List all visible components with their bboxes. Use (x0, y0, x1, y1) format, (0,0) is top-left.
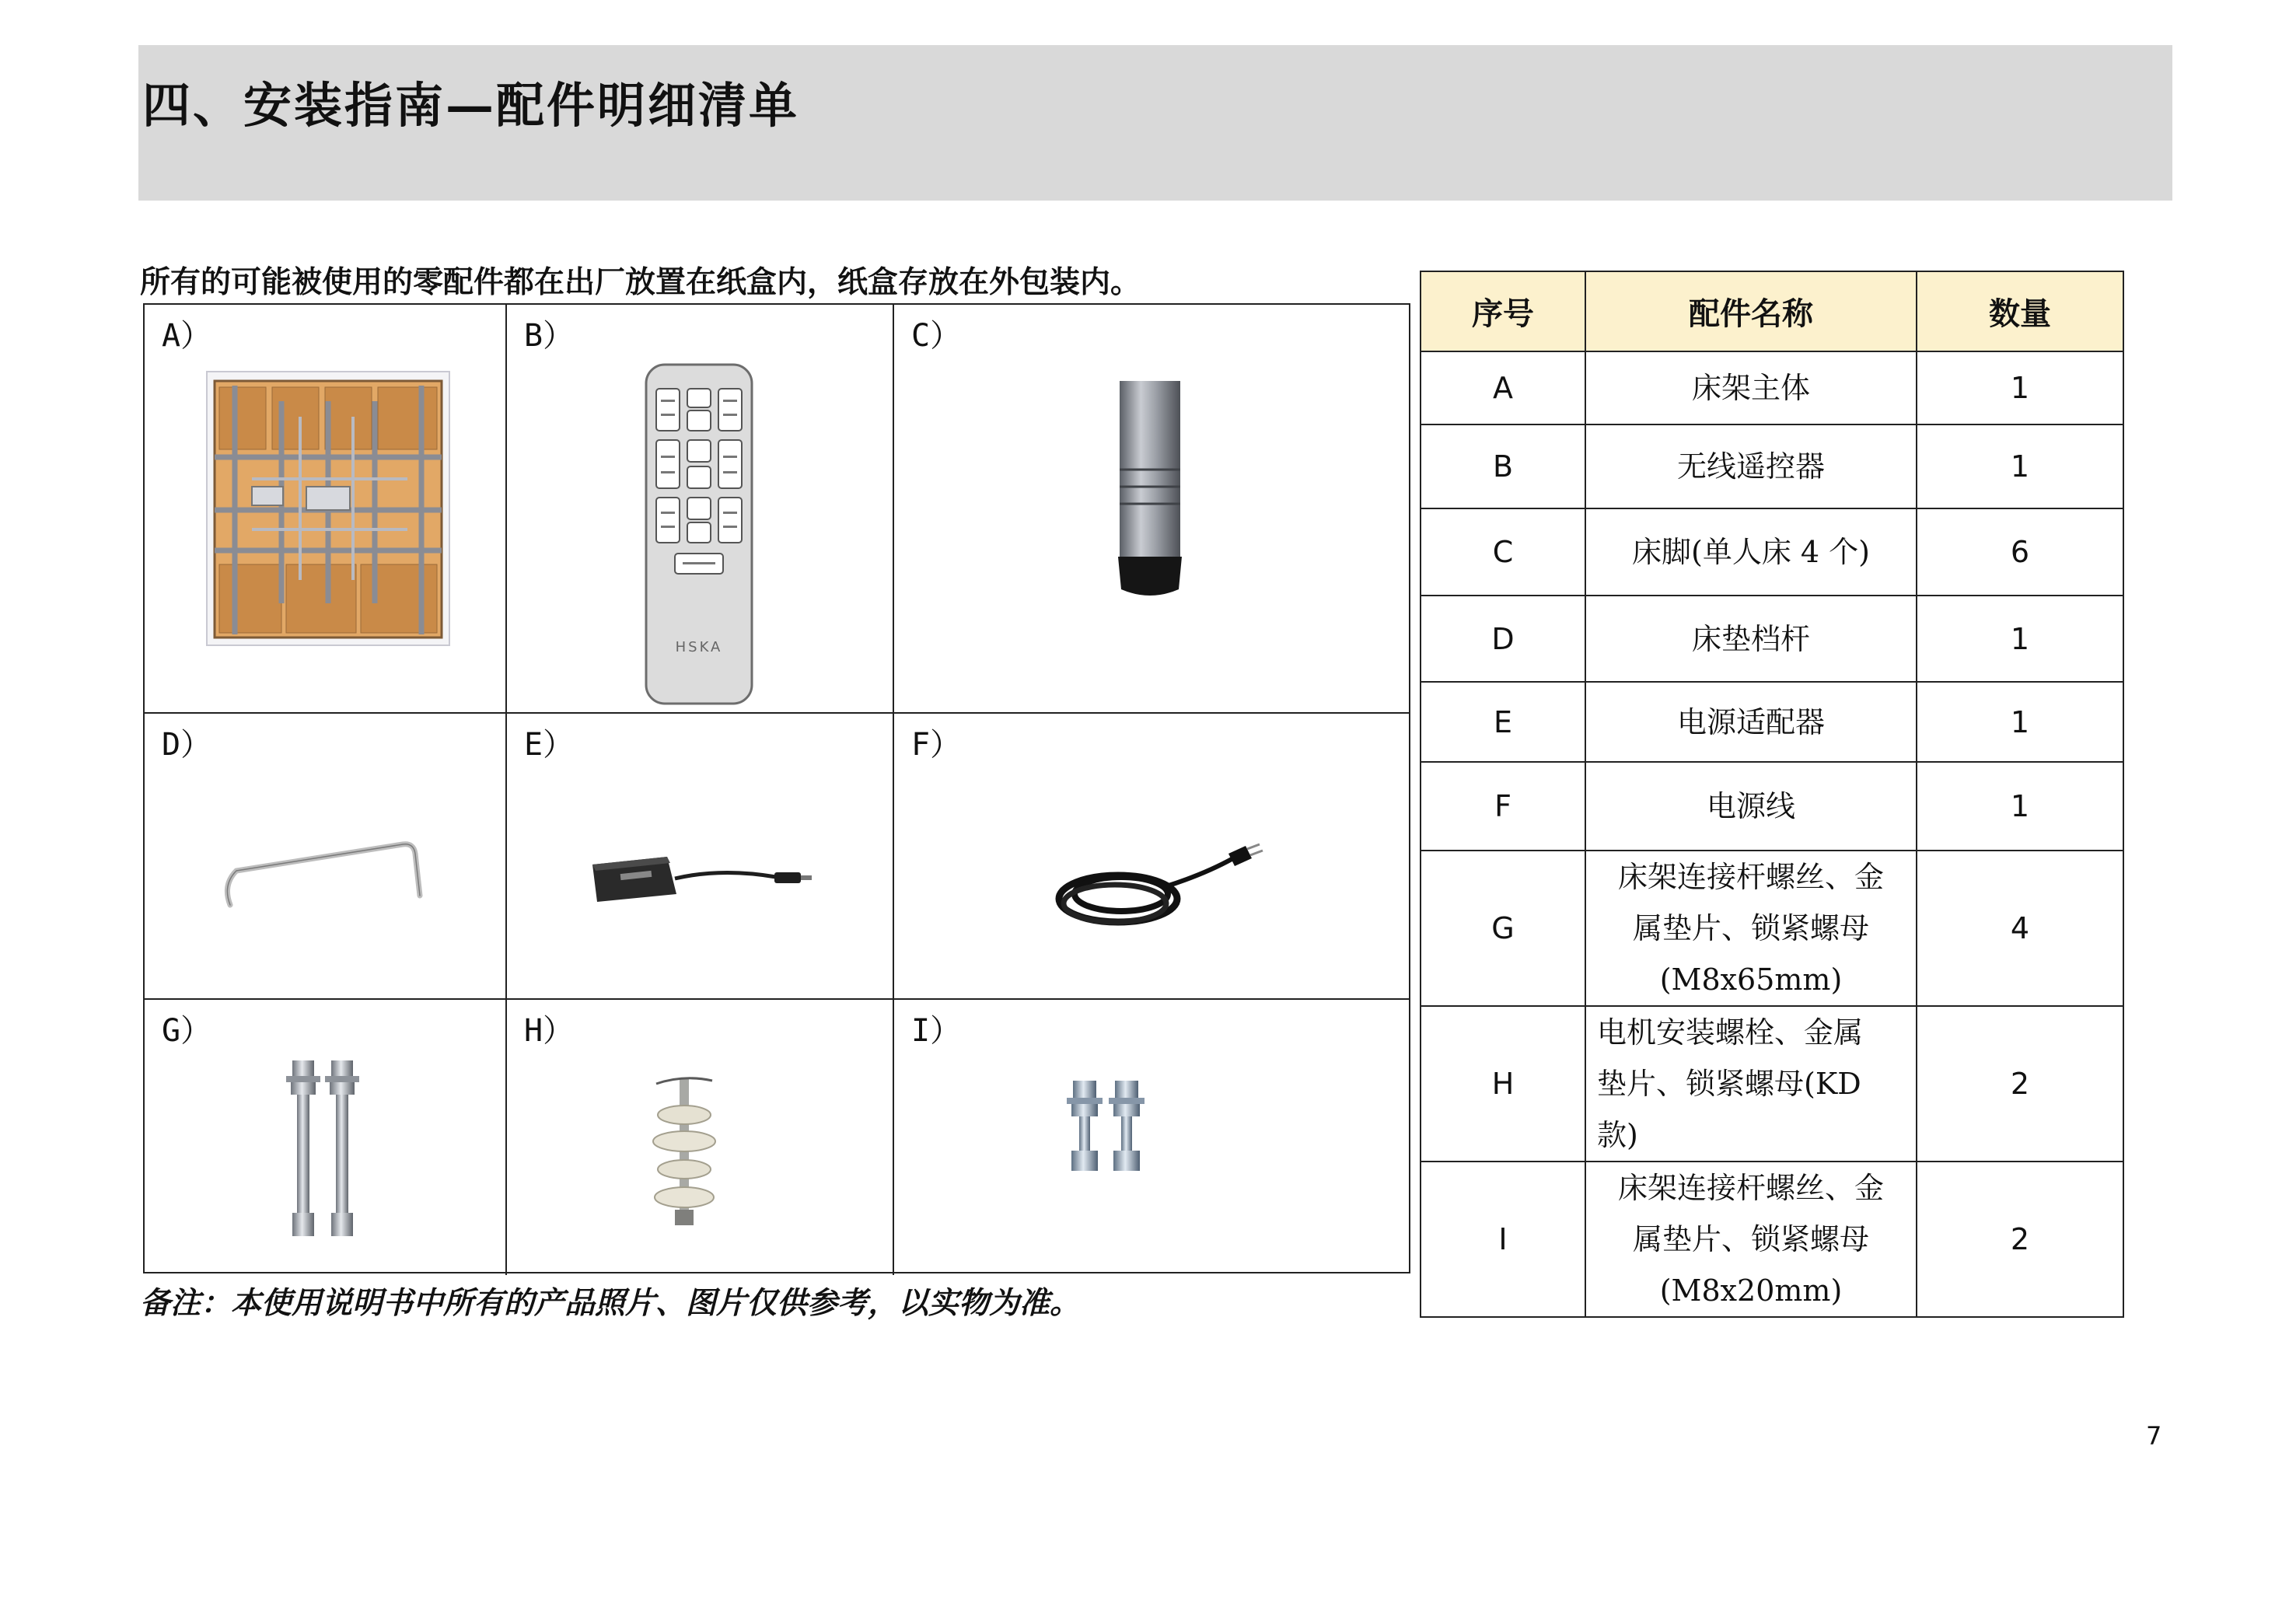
row-qty: 2 (1917, 1006, 2123, 1162)
row-code: B (1421, 424, 1585, 508)
row-qty: 1 (1917, 596, 2123, 682)
row-name: 电源适配器 (1585, 682, 1917, 762)
cell-label: F） (911, 727, 962, 763)
table-row (1421, 851, 2123, 1006)
row-code: F (1421, 762, 1585, 851)
header-code: 序号 (1421, 271, 1585, 351)
row-code: E (1421, 682, 1585, 762)
cell-label: C） (911, 318, 962, 354)
row-qty: 4 (1917, 851, 2123, 1006)
row-qty: 1 (1917, 424, 2123, 508)
cell-label: B） (524, 318, 575, 354)
table-row (1421, 508, 2123, 596)
row-name: 电源线 (1585, 762, 1917, 851)
cell-label: E） (524, 727, 575, 763)
cell-label: H） (524, 1013, 575, 1049)
row-name: 床垫档杆 (1585, 596, 1917, 682)
row-name: 床架主体 (1585, 351, 1917, 424)
row-name-line: 属垫片、锁紧螺母 (1632, 911, 1869, 945)
table-row (1421, 682, 2123, 762)
remote-control-icon (644, 362, 754, 706)
row-name (1585, 1006, 1917, 1162)
header-name: 配件名称 (1585, 271, 1917, 351)
table-header-row (1421, 271, 2123, 351)
table-row (1421, 596, 2123, 682)
row-qty: 1 (1917, 762, 2123, 851)
power-adapter-icon (589, 847, 823, 910)
cell-label: A） (162, 318, 212, 354)
row-qty: 1 (1917, 351, 2123, 424)
table-row (1421, 424, 2123, 508)
row-qty: 6 (1917, 508, 2123, 596)
row-qty: 1 (1917, 682, 2123, 762)
row-name-line: 电机安装螺栓、金属 (1597, 1015, 1864, 1050)
row-name: 无线遥控器 (1585, 424, 1917, 508)
grid-cell-h (507, 1000, 894, 1275)
row-code: H (1421, 1006, 1585, 1162)
mattress-bar-icon (219, 830, 429, 916)
cell-label: G） (162, 1013, 212, 1049)
row-name (1585, 851, 1917, 1006)
cell-label: D） (162, 727, 212, 763)
table-row (1421, 762, 2123, 851)
page-title: 四、安装指南—配件明细清单 (142, 77, 800, 134)
power-cord-icon (1050, 838, 1267, 931)
grid-cell-g (145, 1000, 507, 1275)
bed-leg-icon (1115, 378, 1185, 599)
remote-brand-text: HSKA (675, 639, 723, 655)
row-code: A (1421, 351, 1585, 424)
header-qty: 数量 (1917, 271, 2123, 351)
row-name-line: 床架连接杆螺丝、金 (1617, 860, 1884, 894)
row-name (1585, 1162, 1917, 1317)
page-number: 7 (2146, 1421, 2162, 1451)
grid-cell-f (894, 714, 1409, 1000)
table-row (1421, 1162, 2123, 1317)
motor-bolt-icon (641, 1070, 734, 1233)
long-bolts-icon (277, 1054, 370, 1249)
row-name-line: 款) (1597, 1118, 1638, 1152)
row-name-line: (M8x65mm) (1659, 962, 1843, 997)
grid-cell-c (894, 305, 1409, 714)
row-name-line: 属垫片、锁紧螺母 (1632, 1222, 1869, 1256)
grid-cell-i (894, 1000, 1409, 1275)
note-text: 备注：本使用说明书中所有的产品照片、图片仅供参考，以实物为准。 (140, 1285, 1081, 1321)
grid-cell-e (507, 714, 894, 1000)
table-row (1421, 1006, 2123, 1162)
intro-text: 所有的可能被使用的零配件都在出厂放置在纸盒内，纸盒存放在外包装内。 (140, 264, 1141, 300)
row-name-line: (M8x20mm) (1659, 1273, 1843, 1308)
row-code: I (1421, 1162, 1585, 1317)
row-name-line: 床架连接杆螺丝、金 (1617, 1171, 1884, 1205)
row-code: G (1421, 851, 1585, 1006)
grid-cell-d (145, 714, 507, 1000)
cell-label: I） (911, 1013, 962, 1049)
short-bolts-icon (1059, 1076, 1152, 1185)
bed-frame-icon (205, 370, 451, 647)
row-name-line: 垫片、锁紧螺母(KD (1597, 1067, 1861, 1101)
row-name: 床脚(单人床 4 个) (1585, 508, 1917, 596)
parts-table (1420, 271, 2124, 1318)
parts-grid (143, 303, 1410, 1273)
row-code: C (1421, 508, 1585, 596)
grid-cell-a (145, 305, 507, 714)
table-row (1421, 351, 2123, 424)
grid-cell-b (507, 305, 894, 714)
row-code: D (1421, 596, 1585, 682)
row-qty: 2 (1917, 1162, 2123, 1317)
